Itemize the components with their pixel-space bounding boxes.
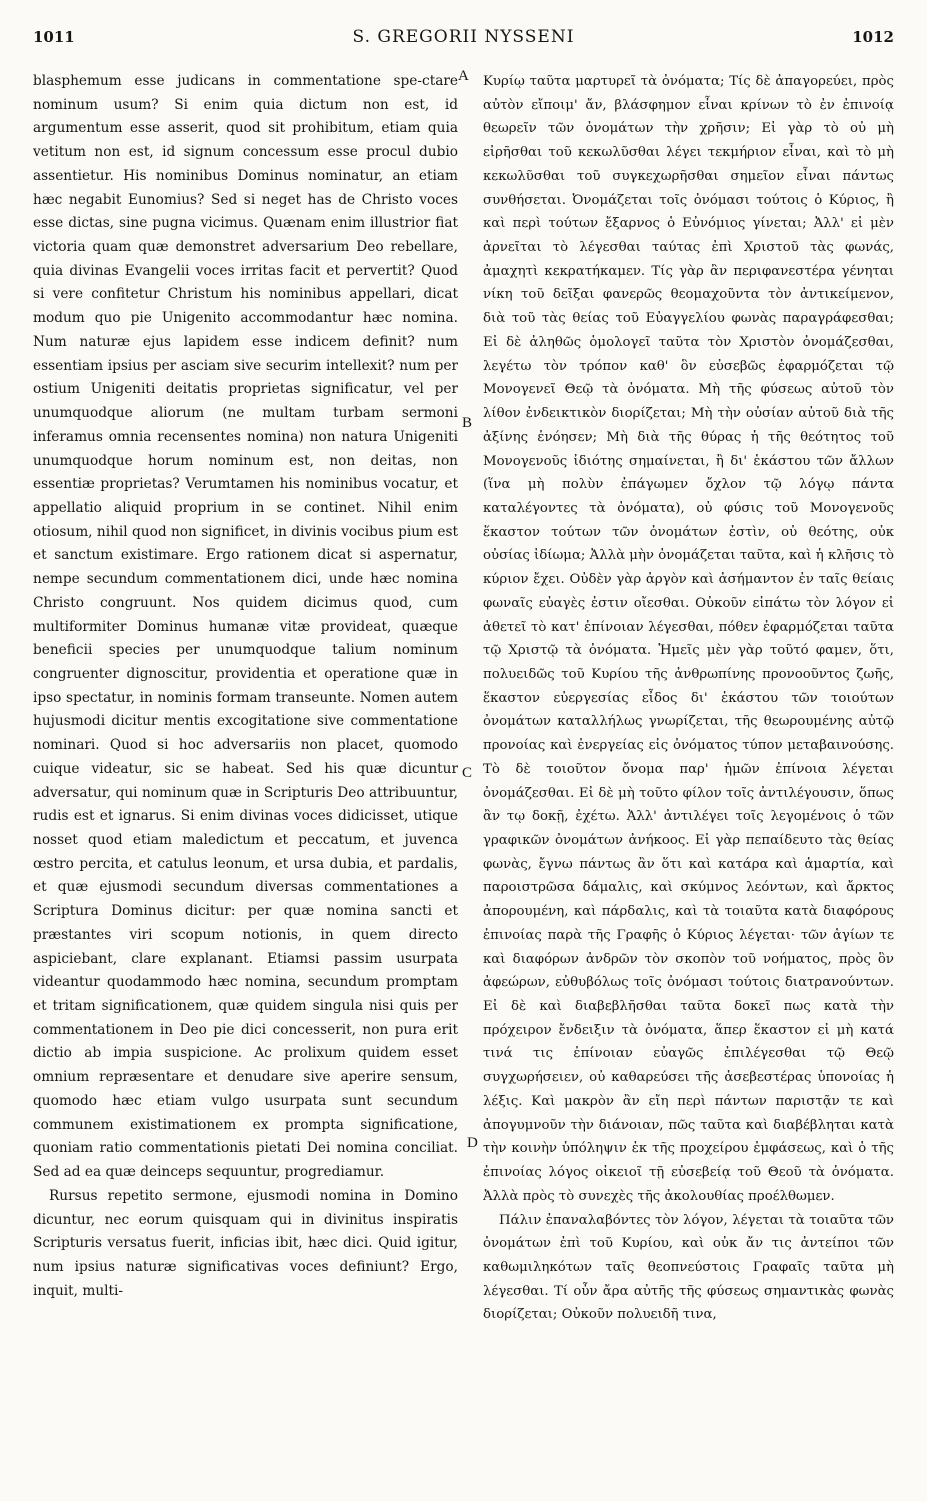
page-number-left: 1011 bbox=[33, 28, 75, 46]
running-title: S. GREGORII NYSSENI bbox=[352, 27, 575, 47]
section-marker-b: B bbox=[462, 415, 473, 431]
section-marker-c: C bbox=[462, 765, 473, 781]
section-marker-d: D bbox=[467, 1135, 478, 1151]
page-number-right: 1012 bbox=[852, 28, 894, 46]
greek-column bbox=[483, 70, 894, 1497]
section-marker-a: A bbox=[458, 68, 469, 84]
greek-paragraph-1: Κυρίῳ ταῦτα μαρτυρεῖ τὰ ὀνόματα; Τίς δὲ ἀπαγορεύει, πρὸς αὐτὸν εἴποιμ' ἄν, βλάσφημον εἶναι κρίνων τὸ ἐν ἐπινοίᾳ θεωρεῖν τῶν ὀνομάτων τὴν χρῆσιν; Εἰ γὰρ τὸ οὐ μὴ εἰρῆσθαι τοῦ κεκωλῦσθαι λέγει τεκμήριον εἶναι, καὶ τὸ μὴ κεκωλῦσθαι τοῦ συγκεχωρῆσθαι σημεῖον εἶναι πάντως συνθήσεται. Ὀνομάζεται τοῖς ὀνόμασι τούτοις ὁ Κύριος, ἢ καὶ περὶ τούτων ἔξαρνος ὁ Εὐνόμιος γίνεται; Ἀλλ' εἰ μὲν ἀρνεῖται τὸ λέγεσθαι ταύτας ἐπὶ Χριστοῦ τὰς φωνάς, ἀμαχητὶ κεκρατήκαμεν. Τίς γὰρ ἂν περιφανεστέρα γένηται νίκη τοῦ δεῖξαι φανερῶς θεομαχοῦντα τὸν ἀντικείμενον, διὰ τοῦ τὰς θείας τοῦ Εὐαγγελίου φωνὰς παραγράφεσθαι; Εἰ δὲ ἀληθῶς ὁμολογεῖ ταῦτα τὸν Χριστὸν ὀνομάζεσθαι, λεγέτω τὸν τρόπον καθ' ὃν εὐσεβῶς ἐφαρμόζεται τῷ Μονογενεῖ Θεῷ τὰ ὀνόματα. Μὴ τῆς φύσεως αὐτοῦ τὸν λίθον ἐνδεικτικὸν διορίζεται; Μὴ τὴν οὐσίαν αὐτοῦ διὰ τῆς ἀξίνης ἐνόησεν; Μὴ διὰ τῆς θύρας ἡ τῆς θεότητος τοῦ Μονογενοῦς ἰδιότης σημαίνεται, ἢ δι' ἑκάστου τῶν ἄλλων (ἵνα μὴ πολὺν ἐπάγωμεν ὄχλον τῷ λόγῳ πάντα καταλέγοντες τὰ ὀνόματα), οὐ φύσις τοῦ Μονογενοῦς ἕκαστον τούτων τῶν ὀνομάτων ἐστὶν, οὐ θεότης, οὐκ οὐσίας ἰδίωμα; Ἀλλὰ μὴν ὀνομάζεται ταῦτα, καὶ ἡ κλῆσις τὸ κύριον ἔχει. Οὐδὲν γὰρ ἀργὸν καὶ ἀσήμαντον ἐν ταῖς θείαις φωναῖς εὐαγὲς ἐστιν οἴεσθαι. Οὐκοῦν εἰπάτω τὸν λόγον εἰ ἀθετεῖ τὸ κατ' ἐπίνοιαν λέγεσθαι, πόθεν ἐφαρμόζεται ταῦτα τῷ Χριστῷ τὰ ὀνόματα. Ἡμεῖς μὲν γὰρ τοῦτό φαμεν, ὅτι, πολυειδῶς τοῦ Κυρίου τῆς ἀνθρωπίνης προνοοῦντος ζωῆς, ἕκαστον εὐεργεσίας εἶδος δι' ἑκάστου τῶν τοιούτων ὀνομάτων καταλλήλως γνωρίζεται, τῆς θεωρουμένης αὐτῷ προνοίας καὶ ἐνεργείας εἰς ὀνόματος τύπον μεταβαινούσης. Τὸ δὲ τοιοῦτον ὄνομα παρ' ἡμῶν ἐπίνοια λέγεται ὀνομάζεσθαι. Εἰ δὲ μὴ τοῦτο φίλον τοῖς ἀντιλέγουσιν, ὅπως ἂν τῳ δοκῇ, ἐχέτω. Ἀλλ' ἀντιλέγει τοῖς λεγομένοις ὁ τῶν γραφικῶν ὀνομάτων ἀνήκοος. Εἰ γὰρ πεπαίδευτο τὰς θείας φωνὰς, ἔγνω πάντως ἂν ὅτι καὶ κατάρα καὶ ἁμαρτία, καὶ παροιστρῶσα δάμαλις, καὶ σκύμνος λεόντων, καὶ ἄρκτος ἀπορουμένη, καὶ πάρδαλις, καὶ τὰ τοιαῦτα κατὰ διαφόρους ἐπινοίας παρὰ τῆς Γραφῆς ὁ Κύριος λέγεται· τῶν ἁγίων τε καὶ διαφόρων ἀνδρῶν τὸν σκοπὸν τοῦ νοήματος, πρὸς ὃν ἀφεώρων, εὐθυβόλως τοῖς ὀνόμασι τούτοις διατρανούντων. Εἰ δὲ καὶ διαβεβλῆσθαι ταῦτα δοκεῖ πως κατὰ τὴν πρόχειρον ἔνδειξιν τὰ ὀνόματα, ἅπερ ἕκαστον εἰ μὴ κατά τινά τις ἐπίνοιαν εὐαγῶς ἐπιλέγεσθαι τῷ Θεῷ συγχωρήσειεν, οὐ καθαρεύσει τῆς ἀσεβεστέρας ὑπονοίας ἡ λέξις. Καὶ μακρὸν ἂν εἴη περὶ πάντων παριστᾷν τε καὶ ἀπογυμνοῦν τὴν διάνοιαν, πῶς ταῦτα καὶ διαβέβληται κατὰ τὴν κοινὴν ὑπόληψιν ἐκ τῆς προχείρου ἐμφάσεως, καὶ ὁ τῆς ἐπινοίας λόγος οἰκειοῖ τῇ εὐσεβείᾳ τοῦ Θεοῦ τὰ ὀνόματα. Ἀλλὰ πρὸς τὸ συνεχὲς τῆς ἀκολουθίας προέλθωμεν. bbox=[483, 74, 894, 1204]
greek-paragraph-2: Πάλιν ἐπαναλαβόντες τὸν λόγον, λέγεται τὰ τοιαῦτα τῶν ὀνομάτων ἐπὶ τοῦ Κυρίου, καὶ οὐκ ἄν τις ἀντείποι τῶν καθωμιληκότων ταῖς θεοπνεύστοις Γραφαῖς ταῦτα μὴ λέγεσθαι. Τί οὖν ἄρα αὐτῆς τῆς φύσεως σημαντικὰς φωνὰς διορίζεται; Οὐκοῦν πολυειδῆ τινα, bbox=[483, 1212, 894, 1323]
latin-column bbox=[33, 70, 458, 1497]
latin-paragraph-2: Rursus repetito sermone, ejusmodi nomina in Domino dicuntur, nec eorum quisquam qui in divinitus inspiratis Scripturis versatus fuerit, inficias ibit, hæc dici. Quid igitur, num ipsius naturæ significativas voces definiunt? Ergo, inquit, multi- bbox=[33, 1187, 458, 1299]
latin-paragraph-1: blasphemum esse judicans in commentatione spe-ctare nominum usum? Si enim quia dictum non est, id argumentum esse asserit, quod sit prohibitum, etiam quia vetitum non est, id signum concessum esse procul dubio assentietur. His nominibus Dominus nominatur, an etiam hæc negabit Eunomius? Sed si neget has de Christo voces esse dictas, sine pugna vicimus. Quænam enim illustrior fiat victoria quam quæ demonstret adversarium Deo rebellare, quia divinas Evangelii voces irritas facit et pervertit? Quod si vere confitetur Christum his nominibus appellari, dicat modum quo pie Unigenito accommodantur hæc nomina. Num naturæ ejus lapidem esse indicem definit? num essentiam ipsius per asciam sive securim intellexit? num per ostium Unigeniti deitatis proprietas significatur, vel per unumquodque aliorum (ne multam turbam sermoni inferamus omnia recensentes nomina) non natura Unigeniti unumquodque horum nominum est, non deitas, non essentiæ proprietas? Verumtamen his nominibus vocatur, et appellatio aliquid proprium in se continet. Nihil enim otiosum, nihil quod non significet, in divinis vocibus pium est et sanctum existimare. Ergo rationem dicat si aspernatur, nempe secundum commentationem dici, unde hæc nomina Christo congruunt. Nos quidem dicimus quod, cum multiformiter Dominus humanæ vitæ provideat, quæque beneficii species per unumquodque talium nominum congruenter dignoscitur, providentia et operatione quæ in ipso spectatur, in nominis formam transeunte. Nomen autem hujusmodi dicitur mentis excogitatione sive commentatione nominari. Quod si hoc adversariis non placet, quomodo cuique videatur, sic se habeat. Sed his quæ dicuntur adversatur, qui nominum quæ in Scripturis Deo attribuuntur, rudis est et ignarus. Si enim divinas voces didicisset, utique nosset quod etiam maledictum et peccatum, et juvenca œstro percita, et catulus leonum, et ursa dubia, et pardalis, et quæ ejusmodi secundum diversas commentationes a Scriptura Dominus dicitur: per quæ nomina sancti et præstantes viri scopum notionis, in quem directo aspiciebant, clare explanant. Etiamsi passim usurpata videantur quodammodo hæc nomina, secundum promptam et tritam significationem, quæ quidem singula nisi quis per commentationem in Deo pie dici concesserit, non pura erit dictio ab impia suspicione. Ac prolixum quidem esset omnium repræsentare et denudare sive aperire sensum, quomodo hæc etiam vulgo usurpata sunt secundum communem existimationem ex prompta significatione, quoniam ratio commentationis pietati Dei nomina conciliat. Sed ad ea quæ deinceps sequuntur, progrediamur. bbox=[33, 73, 458, 1181]
